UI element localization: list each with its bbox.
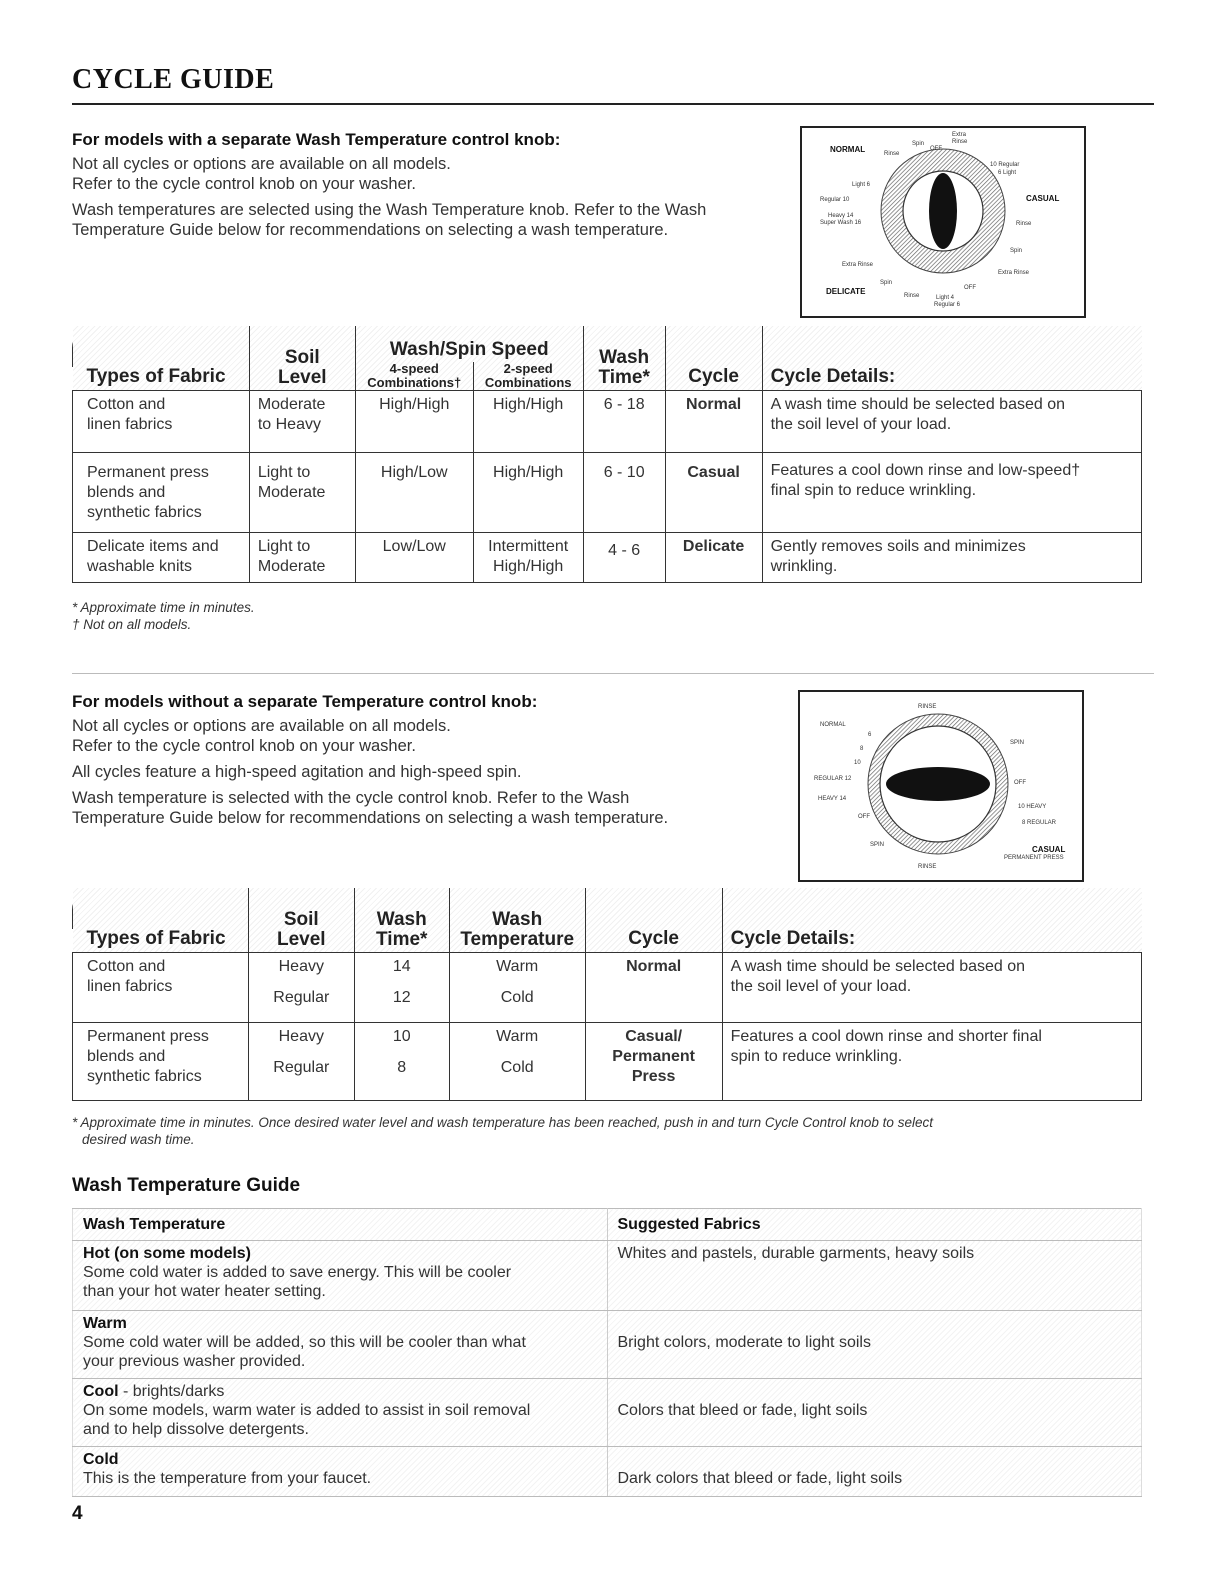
knob-1-label: 10 Regular bbox=[990, 162, 1020, 168]
section2-intro bbox=[72, 716, 668, 828]
page-title: CYCLE GUIDE bbox=[72, 64, 275, 95]
knob-1-pointer bbox=[929, 173, 957, 249]
section2-heading: For models without a separate Temperature control knob: bbox=[72, 692, 538, 711]
table2-header-cycle: Cycle bbox=[585, 888, 722, 952]
footnote: desired wash time. bbox=[82, 1132, 195, 1147]
table1-cell-details: Features a cool down rinse and low-speed† final spin to reduce wrinkling. bbox=[762, 452, 1141, 532]
table1-cell-fabric: Permanent press blends and synthetic fabrics bbox=[73, 452, 250, 532]
table1-cell-fabric: Cotton and linen fabrics bbox=[73, 390, 250, 452]
title-rule bbox=[72, 103, 1154, 105]
section2-line: Temperature Guide below for recommendations on selecting a wash temperature. bbox=[72, 809, 669, 827]
table2-cell-details: A wash time should be selected based on the soil level of your load. bbox=[722, 952, 1141, 1022]
knob-2-label: 8 REGULAR bbox=[1022, 820, 1057, 826]
cycle-knob-diagram-2 bbox=[798, 690, 1084, 882]
table-row bbox=[73, 1311, 1142, 1379]
table2-cell-fabric: Permanent press blends and synthetic fabrics bbox=[73, 1022, 249, 1100]
knob-1-label: 6 Light bbox=[998, 170, 1017, 176]
table1-cell-details: A wash time should be selected based on the soil level of your load. bbox=[762, 390, 1141, 452]
knob-2-label: PERMANENT PRESS bbox=[1004, 855, 1064, 861]
table1-header-soil: Soil Level bbox=[249, 326, 355, 390]
table2-header-soil: Soil Level bbox=[248, 888, 354, 952]
table1-cell-details: Gently removes soils and minimizes wrinkling. bbox=[762, 532, 1141, 582]
knob-1-label: Super Wash 16 bbox=[820, 220, 862, 226]
knob-1-label: Rinse bbox=[904, 293, 920, 299]
knob-1-label: Extra Rinse bbox=[842, 262, 874, 268]
footnote: * Approximate time in minutes. Once desired water level and wash temperature has been reached, push in and turn Cycle Control knob to select bbox=[72, 1115, 933, 1130]
cycle-knob-diagram-1 bbox=[800, 126, 1086, 318]
table-row bbox=[73, 532, 1142, 582]
section2-line: Wash temperature is selected with the cycle control knob. Refer to the Wash bbox=[72, 789, 630, 807]
table1-cell-time: 4 - 6 bbox=[583, 532, 665, 582]
knob-2-label: 10 bbox=[854, 760, 861, 766]
table1-cell-cycle: Normal bbox=[665, 390, 762, 452]
table1-cell-speed2: High/High bbox=[473, 452, 583, 532]
section-divider bbox=[72, 673, 1154, 674]
cycle-knob-1-svg bbox=[802, 128, 1084, 316]
section2-line: Refer to the cycle control knob on your washer. bbox=[72, 737, 416, 755]
table2-cell-cycle: Normal bbox=[585, 952, 722, 1022]
table2-cell-temp: Warm Cold bbox=[449, 1022, 585, 1100]
table2-header-row bbox=[73, 888, 1142, 952]
table1-header-fabric: Types of Fabric bbox=[73, 326, 250, 390]
temp-guide-temperature: Hot (on some models) Some cold water is added to save energy. This will be cooler than your hot water heater setting. bbox=[73, 1241, 608, 1311]
table1-header-row bbox=[73, 326, 1142, 390]
table1-cell-time: 6 - 10 bbox=[583, 452, 665, 532]
temp-guide-temperature: Cold This is the temperature from your faucet. bbox=[73, 1447, 608, 1497]
footnote: † Not on all models. bbox=[72, 617, 192, 632]
table1-header-time: Wash Time* bbox=[583, 326, 665, 390]
section1-heading: For models with a separate Wash Temperature control knob: bbox=[72, 130, 561, 149]
table2-header-temp: Wash Temperature bbox=[449, 888, 585, 952]
temp-guide-fabrics: Whites and pastels, durable garments, heavy soils bbox=[607, 1241, 1142, 1311]
knob-1-label: Rinse bbox=[1016, 221, 1032, 227]
knob-2-label: SPIN bbox=[870, 842, 885, 848]
table1-cell-speed4: Low/Low bbox=[355, 532, 473, 582]
knob-1-label: DELICATE bbox=[826, 287, 866, 296]
section1-intro bbox=[72, 154, 706, 240]
table2-cell-temp: Warm Cold bbox=[449, 952, 585, 1022]
table1-cell-speed4: High/Low bbox=[355, 452, 473, 532]
table2-footnote bbox=[72, 1114, 933, 1148]
table-row bbox=[73, 1447, 1142, 1497]
table1-cell-soil: Light to Moderate bbox=[249, 532, 355, 582]
table1-header-cycle: Cycle bbox=[665, 326, 762, 390]
cycle-knob-2-svg bbox=[800, 692, 1082, 880]
temp-guide-header-row bbox=[73, 1209, 1142, 1241]
cycle-table-2 bbox=[72, 888, 1142, 1101]
temp-guide-col2: Suggested Fabrics bbox=[607, 1209, 1142, 1241]
table1-cell-fabric: Delicate items and washable knits bbox=[73, 532, 250, 582]
table1-cell-cycle: Delicate bbox=[665, 532, 762, 582]
knob-1-label: Rinse bbox=[884, 151, 900, 157]
knob-1-label: Extra bbox=[952, 132, 967, 138]
knob-2-label: SPIN bbox=[1010, 740, 1025, 746]
section1-line: Refer to the cycle control knob on your washer. bbox=[72, 175, 416, 193]
knob-2-label: OFF bbox=[858, 814, 870, 820]
knob-1-label: Light 6 bbox=[852, 182, 871, 188]
table2-cell-soil: Heavy Regular bbox=[248, 952, 354, 1022]
knob-1-label: Spin bbox=[880, 280, 893, 286]
table2-cell-fabric: Cotton and linen fabrics bbox=[73, 952, 249, 1022]
temp-guide-table bbox=[72, 1208, 1142, 1497]
section1-line: Temperature Guide below for recommendations on selecting a wash temperature. bbox=[72, 221, 669, 239]
knob-1-label: Spin bbox=[912, 141, 925, 147]
table-row bbox=[73, 1241, 1142, 1311]
table1-cell-speed2: Intermittent High/High bbox=[473, 532, 583, 582]
table1-header-washspin: Wash/Spin Speed 4-speed Combinations† 2-speed Combinations bbox=[355, 326, 583, 390]
knob-2-label: 10 HEAVY bbox=[1018, 804, 1047, 810]
table1-cell-soil: Moderate to Heavy bbox=[249, 390, 355, 452]
table2-cell-soil: Heavy Regular bbox=[248, 1022, 354, 1100]
temp-guide-fabrics: Bright colors, moderate to light soils bbox=[607, 1311, 1142, 1379]
temp-guide-temperature: Cool - brights/darks On some models, warm water is added to assist in soil removal and to help dissolve detergents. bbox=[73, 1379, 608, 1447]
knob-1-label: NORMAL bbox=[830, 145, 866, 154]
section2-line: Not all cycles or options are available on all models. bbox=[72, 717, 451, 735]
knob-1-label: Extra Rinse bbox=[998, 270, 1030, 276]
knob-1-label: OFF bbox=[964, 285, 976, 291]
temp-guide-fabrics: Dark colors that bleed or fade, light soils bbox=[607, 1447, 1142, 1497]
table1-footnotes bbox=[72, 599, 255, 633]
table1-cell-cycle: Casual bbox=[665, 452, 762, 532]
table2-header-fabric: Types of Fabric bbox=[73, 888, 249, 952]
knob-2-pointer bbox=[886, 767, 990, 801]
table-row bbox=[73, 390, 1142, 452]
table-row bbox=[73, 1379, 1142, 1447]
section1-line: Wash temperatures are selected using the Wash Temperature knob. Refer to the Wash bbox=[72, 201, 707, 219]
table2-header-time: Wash Time* bbox=[354, 888, 449, 952]
temp-guide-col1: Wash Temperature bbox=[73, 1209, 608, 1241]
footnote: * Approximate time in minutes. bbox=[72, 600, 255, 615]
section1-line: Not all cycles or options are available on all models. bbox=[72, 155, 451, 173]
knob-2-label: 8 bbox=[860, 746, 864, 752]
table2-cell-details: Features a cool down rinse and shorter final spin to reduce wrinkling. bbox=[722, 1022, 1141, 1100]
temp-guide-temperature: Warm Some cold water will be added, so this will be cooler than what your previous washer provided. bbox=[73, 1311, 608, 1379]
table-row bbox=[73, 1022, 1142, 1100]
table2-cell-time: 10 8 bbox=[354, 1022, 449, 1100]
temp-guide-fabrics: Colors that bleed or fade, light soils bbox=[607, 1379, 1142, 1447]
knob-1-label: Heavy 14 bbox=[828, 213, 854, 219]
table-row bbox=[73, 952, 1142, 1022]
temp-guide-heading: Wash Temperature Guide bbox=[72, 1175, 301, 1196]
table2-cell-time: 14 12 bbox=[354, 952, 449, 1022]
table2-header-details: Cycle Details: bbox=[722, 888, 1141, 952]
knob-2-label: RINSE bbox=[918, 864, 937, 870]
knob-2-label: REGULAR 12 bbox=[814, 776, 852, 782]
knob-1-label: CASUAL bbox=[1026, 194, 1060, 203]
table1-cell-time: 6 - 18 bbox=[583, 390, 665, 452]
cycle-table-1 bbox=[72, 326, 1142, 583]
knob-1-label: OFF bbox=[930, 146, 942, 152]
section2-line: All cycles feature a high-speed agitation and high-speed spin. bbox=[72, 763, 522, 781]
table1-cell-speed4: High/High bbox=[355, 390, 473, 452]
table1-cell-speed2: High/High bbox=[473, 390, 583, 452]
knob-1-label: Regular 10 bbox=[820, 197, 850, 203]
knob-2-label: RINSE bbox=[918, 704, 937, 710]
knob-1-label: Light 4 bbox=[936, 295, 955, 301]
knob-2-label: NORMAL bbox=[820, 722, 846, 728]
knob-2-label: HEAVY 14 bbox=[818, 796, 847, 802]
knob-1-label: Rinse bbox=[952, 139, 968, 145]
knob-2-label: OFF bbox=[1014, 780, 1026, 786]
knob-2-label: CASUAL bbox=[1032, 845, 1066, 854]
table1-header-details: Cycle Details: bbox=[762, 326, 1141, 390]
table-row bbox=[73, 452, 1142, 532]
knob-2-label: 6 bbox=[868, 732, 872, 738]
table2-cell-cycle: Casual/ Permanent Press bbox=[585, 1022, 722, 1100]
knob-1-label: Regular 6 bbox=[934, 302, 961, 308]
table1-cell-soil: Light to Moderate bbox=[249, 452, 355, 532]
knob-1-label: Spin bbox=[1010, 248, 1023, 254]
page-number: 4 bbox=[72, 1503, 83, 1524]
